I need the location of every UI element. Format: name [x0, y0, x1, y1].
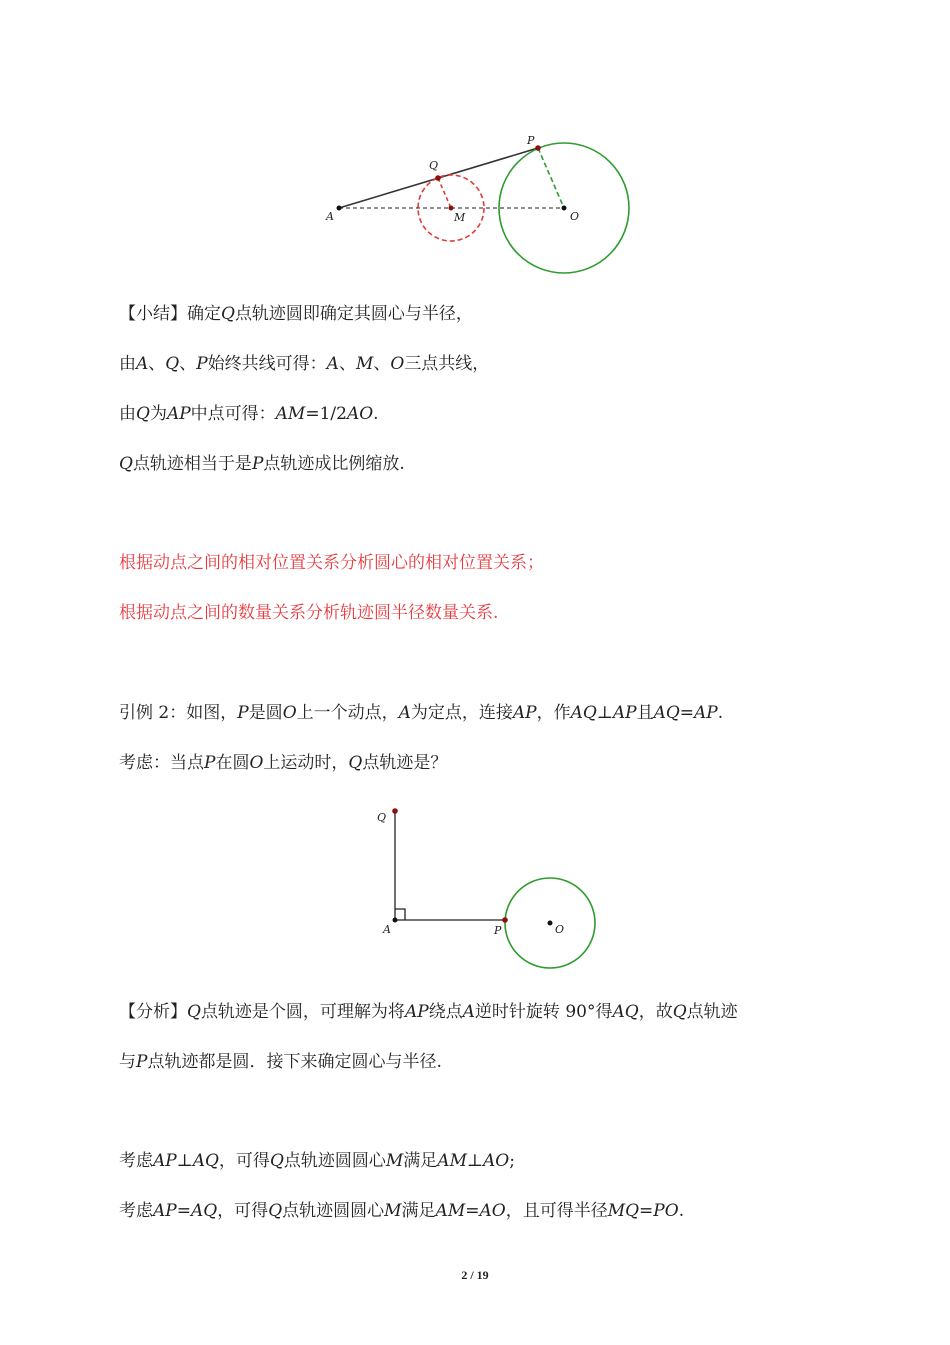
- text: 点轨迹相当于是: [132, 454, 252, 474]
- math: Q: [269, 1151, 284, 1171]
- math: AM: [275, 404, 306, 424]
- consider-line-2: [119, 1199, 684, 1223]
- math: A: [136, 354, 149, 374]
- text: 始终共线可得：: [207, 354, 327, 374]
- math: O: [282, 703, 297, 723]
- label-a: A: [326, 210, 334, 223]
- radius-op-dashed: [538, 148, 564, 208]
- math: Q: [672, 1002, 687, 1022]
- point-q: [392, 808, 398, 814]
- page-number: 2 / 19: [461, 1268, 489, 1282]
- text: 点轨迹都是圆．接下来确定圆心与半径.: [147, 1052, 442, 1072]
- summary-line-2: [119, 352, 489, 376]
- math: AM: [437, 1151, 467, 1171]
- text: 绕点: [428, 1002, 463, 1022]
- text: 在圆: [215, 753, 250, 773]
- point-p: [535, 145, 541, 151]
- text: 点轨迹圆圆心: [283, 1151, 386, 1171]
- text: ，作: [536, 703, 571, 723]
- text: 与: [119, 1052, 136, 1072]
- math: Q: [165, 354, 180, 374]
- label-q: Q: [377, 811, 387, 824]
- analysis-line-2: [119, 1050, 442, 1074]
- math: AP: [404, 1002, 429, 1022]
- point-a: [393, 918, 398, 923]
- text: .: [678, 1201, 685, 1221]
- math: Q: [136, 404, 150, 424]
- point-o: [548, 921, 553, 926]
- math: P: [204, 753, 216, 773]
- text: 点轨迹是个圆，可理解为将: [200, 1002, 405, 1022]
- point-m: [449, 206, 454, 211]
- text: 上运动时，: [263, 753, 349, 773]
- text: 、: [148, 354, 166, 374]
- text: 是圆: [248, 703, 283, 723]
- math: P: [196, 354, 208, 374]
- text: 点轨迹是？: [362, 753, 448, 773]
- text: ，且可得半径: [505, 1201, 608, 1221]
- text: 点轨迹成比例缩放.: [263, 454, 405, 474]
- math: AP: [612, 703, 637, 723]
- text: 、: [179, 354, 197, 374]
- text: 三点共线，: [404, 354, 490, 374]
- text: ⊥: [176, 1151, 193, 1171]
- math: A: [462, 1002, 475, 1022]
- text: 考虑：当点: [119, 753, 204, 773]
- figure-1-locus-diagram: [300, 125, 660, 290]
- summary-line-4: [119, 452, 405, 476]
- highlight-line-1: 根据动点之间的相对位置关系分析圆心的相对位置关系；: [119, 553, 544, 573]
- text: 满足: [403, 1151, 438, 1171]
- text: 由: [119, 404, 136, 424]
- text: 由: [119, 354, 136, 374]
- text: 点轨迹: [686, 1002, 738, 1022]
- math: Q: [119, 454, 133, 474]
- summary-line-1: [119, 302, 473, 326]
- text: ⊥: [596, 703, 613, 723]
- point-q: [435, 175, 441, 181]
- label-m: M: [454, 211, 466, 224]
- math: M: [385, 1151, 404, 1171]
- text: 、: [338, 354, 356, 374]
- text: =: [465, 1201, 480, 1221]
- text: =: [176, 1201, 191, 1221]
- text: .: [717, 703, 724, 723]
- text: =1/2: [305, 404, 347, 424]
- math: A: [398, 703, 411, 723]
- text: =: [639, 1201, 654, 1221]
- math: AO: [482, 1151, 510, 1171]
- text: 上一个动点，: [296, 703, 399, 723]
- text: 考虑: [119, 1201, 153, 1221]
- text: 为定点，连接: [410, 703, 513, 723]
- text: 且: [636, 703, 654, 723]
- math: MQ: [607, 1201, 640, 1221]
- text: .: [373, 404, 379, 424]
- math: AQ: [612, 1002, 639, 1022]
- analysis-tag: 【分析】: [119, 1002, 187, 1022]
- text: 确定: [187, 304, 221, 324]
- text: ，可得: [218, 1151, 270, 1171]
- math: AP: [153, 1151, 177, 1171]
- summary-line-3: [119, 402, 379, 426]
- math: Q: [268, 1201, 283, 1221]
- text: ，故: [638, 1002, 673, 1022]
- label-o: O: [570, 210, 580, 223]
- text: 、: [373, 354, 391, 374]
- figure-2-rotation-diagram: [355, 795, 615, 980]
- analysis-line-1: [119, 1000, 738, 1024]
- radius-mq-dashed: [438, 178, 451, 208]
- text: 点轨迹圆圆心: [282, 1201, 385, 1221]
- math: AQ: [190, 1201, 218, 1221]
- math: Q: [221, 304, 235, 324]
- point-a: [337, 206, 342, 211]
- text: 逆时针旋转 90°得: [474, 1002, 613, 1022]
- text: ⊥: [466, 1151, 483, 1171]
- math: AP: [512, 703, 537, 723]
- example2-line-2: [119, 751, 447, 775]
- text: ;: [509, 1151, 515, 1171]
- math: Q: [187, 1002, 201, 1022]
- text: 引例 2：如图，: [119, 703, 238, 723]
- summary-tag: 【小结】: [119, 304, 187, 324]
- point-p: [502, 917, 508, 923]
- math: AO: [479, 1201, 506, 1221]
- math: P: [136, 1052, 148, 1072]
- math: AQ: [192, 1151, 219, 1171]
- highlight-line-2: 根据动点之间的数量关系分析轨迹圆半径数量关系.: [119, 603, 499, 623]
- label-p: P: [494, 924, 502, 937]
- math: O: [390, 354, 405, 374]
- math: PO: [653, 1201, 679, 1221]
- math: AP: [153, 1201, 177, 1221]
- text: 考虑: [119, 1151, 153, 1171]
- text: 中点可得：: [190, 404, 276, 424]
- math: AO: [346, 404, 374, 424]
- math: O: [249, 753, 264, 773]
- math: AP: [694, 703, 718, 723]
- math: P: [251, 454, 264, 474]
- text: 点轨迹圆即确定其圆心与半径，: [234, 304, 473, 324]
- math: AQ: [653, 703, 680, 723]
- math: AM: [435, 1201, 466, 1221]
- math: AQ: [570, 703, 597, 723]
- label-o: O: [555, 923, 565, 936]
- math: A: [326, 354, 339, 374]
- label-a: A: [383, 923, 391, 936]
- math: M: [384, 1201, 402, 1221]
- label-q: Q: [429, 159, 439, 172]
- point-o: [562, 206, 567, 211]
- text: ，可得: [217, 1201, 269, 1221]
- math: AP: [166, 404, 191, 424]
- consider-line-1: [119, 1149, 515, 1173]
- text: 满足: [401, 1201, 436, 1221]
- text: 为: [149, 404, 167, 424]
- label-p: P: [527, 134, 535, 147]
- math: P: [237, 703, 249, 723]
- text: =: [679, 703, 695, 723]
- math: M: [355, 354, 374, 374]
- math: Q: [348, 753, 363, 773]
- example2-line-1: [119, 701, 723, 725]
